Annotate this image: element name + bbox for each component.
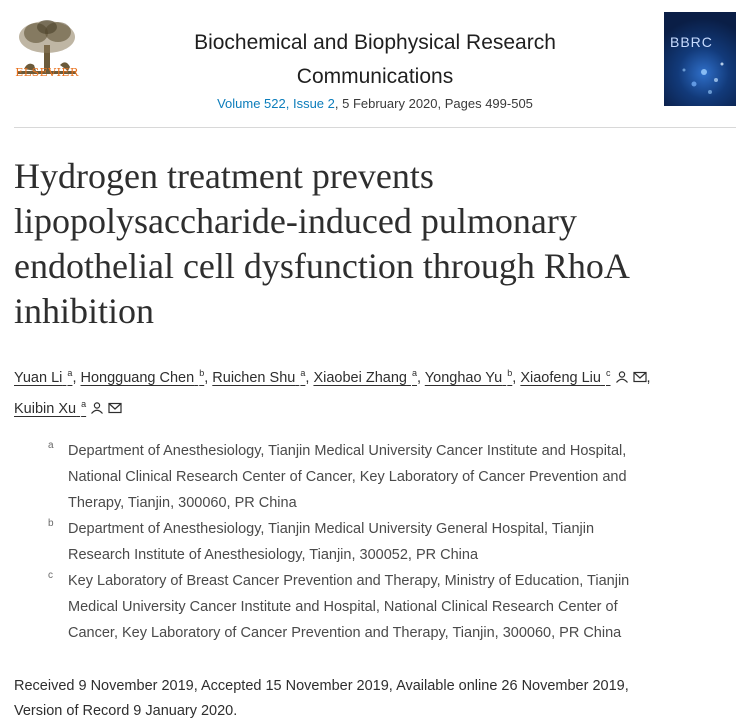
affiliation-item: [14, 568, 736, 646]
elsevier-wordmark[interactable]: ELSEVIER: [15, 66, 79, 79]
affiliation-line: Medical University Cancer Institute and Hospital, National Clinical Research Center of: [68, 599, 618, 615]
affiliation-line: Key Laboratory of Breast Cancer Prevention and Therapy, Ministry of Education, Tianjin: [68, 573, 630, 589]
journal-title[interactable]: [120, 26, 630, 94]
affiliation-item: [14, 438, 736, 516]
author-affil-sup: a: [67, 368, 73, 378]
author-affil-sup: a: [300, 368, 306, 378]
author-name[interactable]: Ruichen Shu: [212, 370, 296, 386]
author-link[interactable]: [520, 370, 646, 386]
article-history: [14, 674, 736, 724]
author-affil-sup: c: [606, 368, 611, 378]
affiliation-line: National Clinical Research Center of Cancer, Key Laboratory of Cancer Prevention and: [68, 469, 627, 485]
envelope-icon: [108, 402, 122, 414]
date-pages: , 5 February 2020, Pages 499-505: [334, 96, 533, 111]
author-link[interactable]: [313, 370, 417, 386]
affiliation-line: Research Institute of Anesthesiology, Tianjin, 300052, PR China: [68, 547, 479, 563]
article-title: [14, 154, 734, 334]
author-link[interactable]: [425, 370, 512, 386]
volume-issue-link[interactable]: Volume 522, Issue 2: [217, 96, 335, 111]
affiliation-line: Department of Anesthesiology, Tianjin Medical University Cancer Institute and Hospital,: [68, 443, 627, 459]
envelope-icon: [633, 371, 647, 383]
affiliation-line: Cancer, Key Laboratory of Cancer Prevention and Therapy, Tianjin, 300060, PR China: [68, 625, 622, 641]
author-name[interactable]: Yonghao Yu: [424, 370, 503, 386]
history-line: Version of Record 9 January 2020.: [14, 703, 238, 719]
person-icon: [90, 402, 104, 414]
author-link[interactable]: [81, 370, 205, 386]
author-affil-sup: a: [81, 399, 87, 409]
title-line: lipopolysaccharide-induced pulmonary: [14, 201, 577, 241]
author-name[interactable]: Xiaobei Zhang: [313, 370, 407, 386]
author-link[interactable]: [14, 370, 72, 386]
author-name[interactable]: Xiaofeng Liu: [520, 370, 601, 386]
volume-info: [120, 96, 630, 111]
affiliation-line: Department of Anesthesiology, Tianjin Medical University General Hospital, Tianjin: [68, 521, 595, 537]
author-affil-sup: b: [507, 368, 513, 378]
title-line: Hydrogen treatment prevents: [14, 156, 434, 196]
journal-header: [0, 0, 750, 128]
journal-cover[interactable]: [664, 12, 736, 106]
author-affil-sup: b: [199, 368, 205, 378]
journal-title-line1[interactable]: Biochemical and Biophysical Research: [194, 31, 556, 54]
author-list: Yuan Li $^a$, Hongguang Chen $^b$, Ruichen Shu $^a$, Xiaobei Zhang $^a$, Yonghao Yu $^b$, Xiaofeng Liu $^c$ , Kuibin Xu $^a$: [14, 368, 651, 417]
affiliation-list: [14, 438, 736, 646]
journal-title-line2[interactable]: Communications: [296, 65, 454, 88]
history-line: Received 9 November 2019, Accepted 15 November 2019, Available online 26 November 2019,: [14, 678, 629, 694]
author-affil-sup: a: [411, 368, 417, 378]
author-name[interactable]: Hongguang Chen: [80, 370, 195, 386]
affiliation-item: [14, 516, 736, 568]
header-divider: [14, 127, 736, 128]
affiliation-label: c: [48, 570, 53, 581]
affiliation-label: b: [48, 518, 54, 529]
affiliation-line: Therapy, Tianjin, 300060, PR China: [68, 495, 297, 511]
affiliation-label: a: [48, 440, 54, 451]
title-line: endothelial cell dysfunction through RhoA: [14, 246, 630, 286]
author-link[interactable]: [14, 401, 122, 417]
author-link[interactable]: [212, 370, 305, 386]
person-icon: [615, 371, 629, 383]
cover-title: BBRC: [670, 34, 713, 50]
cover-art: [664, 12, 736, 106]
author-name[interactable]: Yuan Li: [14, 370, 63, 386]
author-name[interactable]: Kuibin Xu: [14, 401, 77, 417]
title-line: inhibition: [14, 291, 155, 331]
